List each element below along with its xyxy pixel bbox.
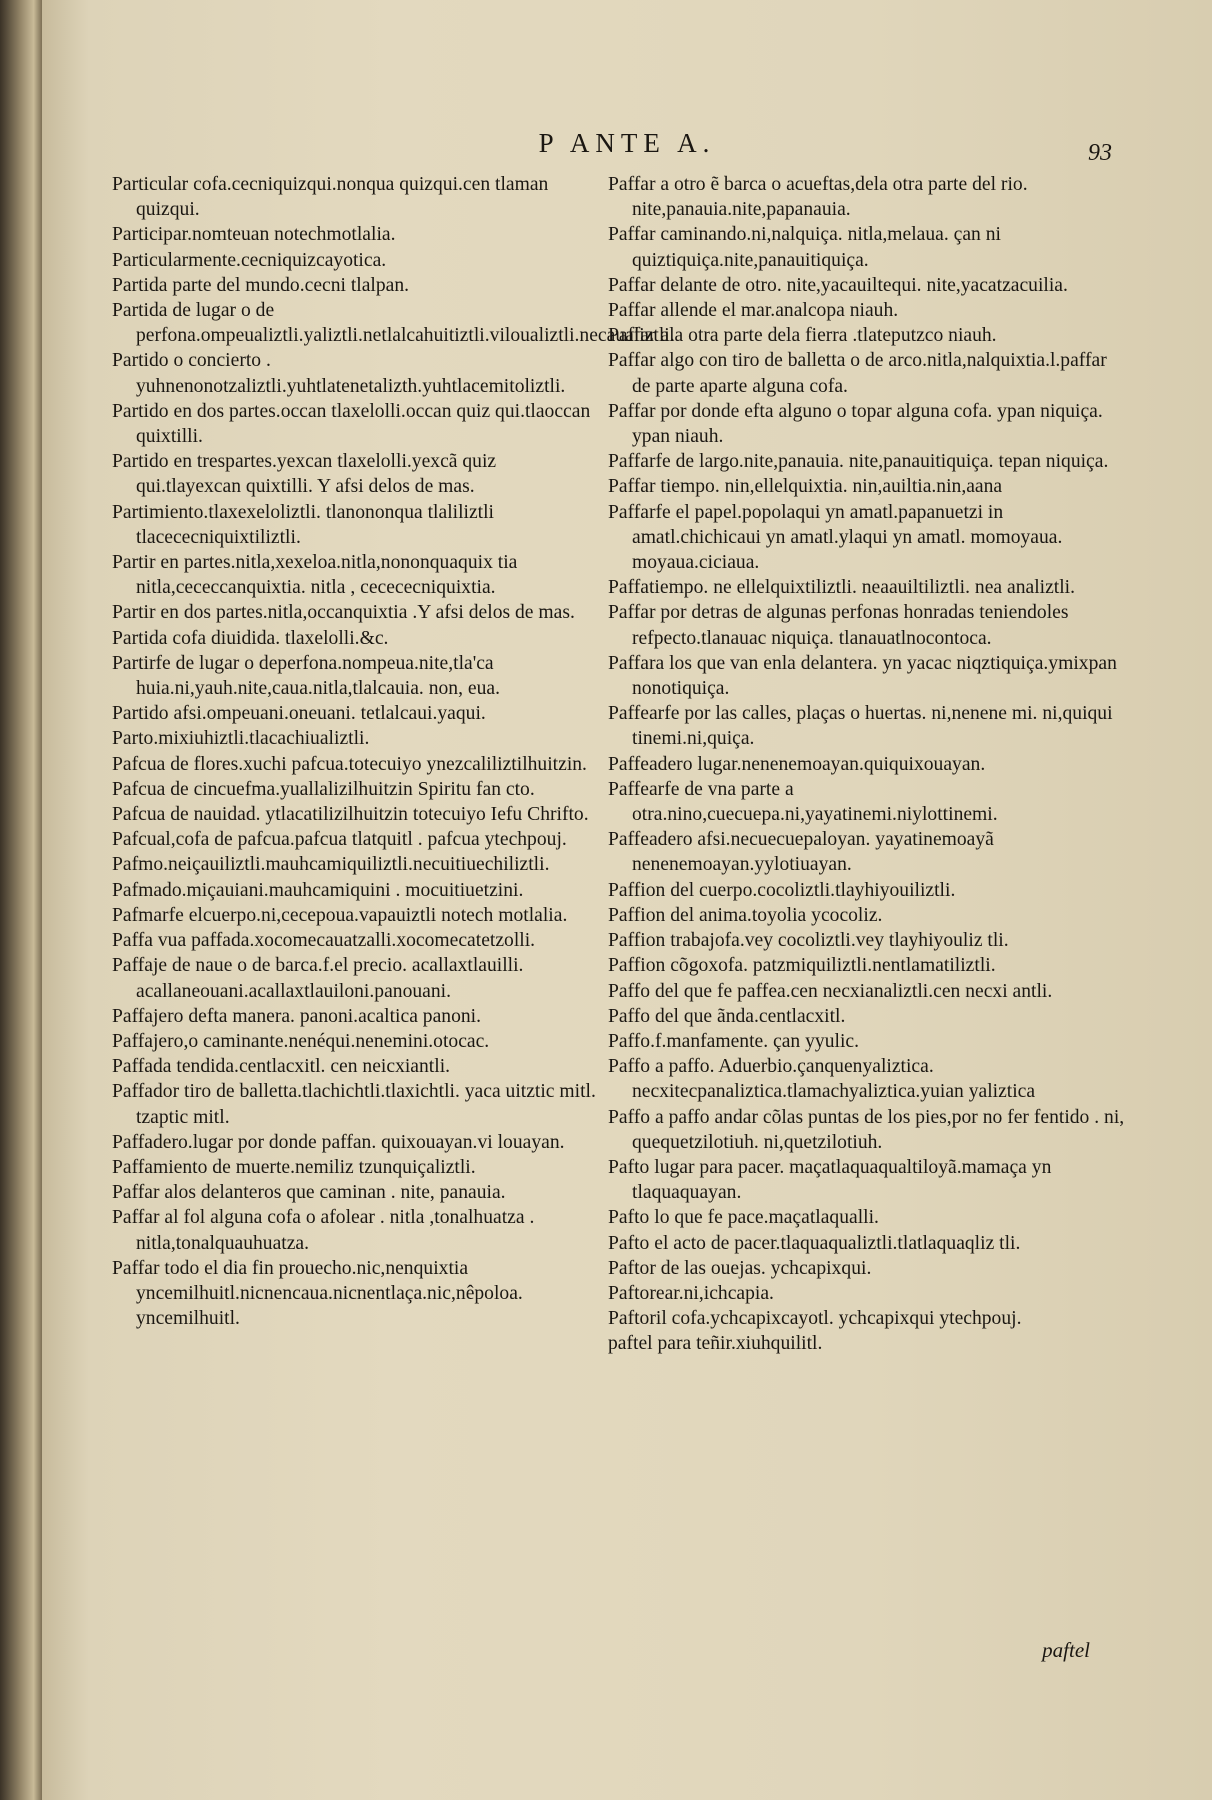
dictionary-entry: Partida parte del mundo.cecni tlalpan. — [112, 274, 410, 296]
dictionary-entry: Paffada tendida.centlacxitl. cen neicxiantli. — [112, 1056, 451, 1078]
dictionary-entry: Pafcual,cofa de pafcua.pafcua tlatquitl . pafcua ytechpouj. — [112, 829, 567, 851]
catchword: paftel — [1042, 1638, 1090, 1662]
previous-page-edge — [0, 0, 42, 1800]
dictionary-entry: Paffar algo con tiro de balletta o de arco.nitla,nalquixtia.l.paffar de parte aparte alguna cofa. — [608, 350, 1107, 397]
dictionary-entry: Paffatiempo. ne ellelquixtiliztli. neaauiltiliztli. nea analiztli. — [608, 577, 1076, 599]
page-number: 93 — [1088, 140, 1112, 166]
dictionary-entry: Paffajero defta manera. panoni.acaltica panoni. — [112, 1005, 482, 1027]
dictionary-entry: Partida de lugar o de perfona.ompeualiztli.yaliztli.netlalcahuitiztli.viloualiztli.necaualiztli. — [112, 300, 675, 347]
dictionary-entry: Pafto el acto de pacer.tlaquaqualiztli.tlatlaquaqliz tli. — [608, 1232, 1021, 1254]
dictionary-entry: Partida cofa diuidida. tlaxelolli.&c. — [112, 627, 389, 649]
left-column — [112, 172, 675, 1331]
dictionary-entry: Paffion del anima.toyolia ycocoliz. — [608, 904, 883, 926]
dictionary-entry: Particular cofa.cecniquizqui.nonqua quizqui.cen tlaman quizqui. — [112, 174, 549, 221]
book-page — [42, 0, 1212, 1800]
dictionary-entry: Partir en partes.nitla,xexeloa.nitla,nononquaquix tia nitla,cececcanquixtia. nitla , cecececniquixtia. — [112, 552, 518, 599]
dictionary-entry: Paffion cõgoxofa. patzmiquiliztli.nentlamatiliztli. — [608, 955, 996, 977]
dictionary-entry: Participar.nomteuan notechmotlalia. — [112, 224, 396, 246]
dictionary-entry: Paffar caminando.ni,nalquiça. nitla,melaua. çan ni quiztiquiça.nite,panauitiquiça. — [608, 224, 1001, 271]
dictionary-entry: Paffo.f.manfamente. çan yyulic. — [608, 1030, 859, 1052]
dictionary-entry: Paffeadero lugar.nenenemoayan.quiquixouayan. — [608, 753, 986, 775]
dictionary-entry: Partido en trespartes.yexcan tlaxelolli.yexcã quiz qui.tlayexcan quixtilli. Y afsi delos de mas. — [112, 451, 497, 498]
dictionary-entry: Paffar delante de otro. nite,yacauiltequi. nite,yacatzacuilia. — [608, 274, 1068, 296]
dictionary-entry: Paffar tiempo. nin,ellelquixtia. nin,auiltia.nin,aana — [608, 476, 1003, 498]
dictionary-entry: Parto.mixiuhiztli.tlacachiualiztli. — [112, 728, 370, 750]
dictionary-entry: Paftorear.ni,ichcapia. — [608, 1282, 774, 1304]
dictionary-entry: Paffa vua paffada.xocomecauatzalli.xocomecatetzolli. — [112, 930, 536, 952]
dictionary-entry: Partido o concierto . yuhnenonotzaliztli.yuhtlatenetalizth.yuhtlacemitoliztli. — [112, 350, 566, 397]
dictionary-entry: Paffo a paffo andar cõlas puntas de los pies,por no fer fentido . ni, quequetzilotiuh. ni,quetzilotiuh. — [608, 1106, 1125, 1153]
dictionary-entry: Paffadero.lugar por donde paffan. quixouayan.vi louayan. — [112, 1131, 565, 1153]
right-column — [608, 172, 1130, 1357]
dictionary-entry: Paffarfe el papel.popolaqui yn amatl.papanuetzi in amatl.chichicaui yn amatl.ylaqui yn amatl. momoyaua. moyaua.ciciaua. — [608, 501, 1063, 574]
dictionary-entry: Paffeadero afsi.necuecuepaloyan. yayatinemoayã nenenemoayan.yylotiuayan. — [608, 829, 994, 876]
dictionary-entry: Pafcua de flores.xuchi pafcua.totecuiyo ynezcaliliztilhuitzin. — [112, 753, 587, 775]
dictionary-entry: Paffarfe de largo.nite,panauia. nite,panauitiquiça. tepan niquiça. — [608, 451, 1109, 473]
dictionary-entry: Paftor de las ouejas. ychcapixqui. — [608, 1257, 872, 1279]
dictionary-entry: Paffador tiro de balletta.tlachichtli.tlaxichtli. yaca uitztic mitl. tzaptic mitl. — [112, 1081, 596, 1128]
dictionary-entry: Paffion trabajofa.vey cocoliztli.vey tlayhiyouliz tli. — [608, 930, 1009, 952]
dictionary-entry: Paffaje de naue o de barca.f.el precio. acallaxtlauilli. acallaneouani.acallaxtlauiloni.panouani. — [112, 955, 524, 1002]
dictionary-entry: Pafmarfe elcuerpo.ni,cecepoua.vapauiztli notech motlalia. — [112, 904, 568, 926]
dictionary-entry: Pafcua de nauidad. ytlacatilizilhuitzin totecuiyo Iefu Chrifto. — [112, 804, 589, 826]
dictionary-entry: Paffar ala otra parte dela fierra .tlateputzco niauh. — [608, 325, 997, 347]
dictionary-entry: Particularmente.cecniquizcayotica. — [112, 249, 387, 271]
dictionary-entry: Paffo del que fe paffea.cen necxianaliztli.cen necxi antli. — [608, 980, 1053, 1002]
dictionary-entry: Pafto lugar para pacer. maçatlaquaqualtiloyã.mamaça yn tlaquaquayan. — [608, 1156, 1052, 1204]
dictionary-entry: Paffearfe por las calles, plaças o huertas. ni,nenene mi. ni,quiqui tinemi.ni,quiça. — [608, 703, 1113, 750]
dictionary-entry: Partido en dos partes.occan tlaxelolli.occan quiz qui.tlaoccan quixtilli. — [112, 400, 591, 448]
running-header: P ANTE A. — [538, 128, 716, 158]
dictionary-entry: Pafmado.miçauiani.mauhcamiquini . mocuitiuetzini. — [112, 879, 524, 901]
dictionary-entry: Paffara los que van enla delantera. yn yacac niqztiquiça.ymixpan nonotiquiça. — [608, 652, 1117, 700]
dictionary-entry: Paftoril cofa.ychcapixcayotl. ychcapixqui ytechpouj. — [608, 1308, 1022, 1330]
dictionary-entry: Paffamiento de muerte.nemiliz tzunquiçaliztli. — [112, 1156, 476, 1178]
dictionary-entry: Partirfe de lugar o deperfona.nompeua.nite,tla'ca huia.ni,yauh.nite,caua.nitla,tlalcauia. non, eua. — [112, 652, 500, 700]
dictionary-entry: Paffo del que ãnda.centlacxitl. — [608, 1005, 846, 1027]
dictionary-entry: Partir en dos partes.nitla,occanquixtia .Y afsi delos de mas. — [112, 602, 575, 624]
dictionary-entry: Paffar allende el mar.analcopa niauh. — [608, 300, 899, 322]
dictionary-entry: Pafmo.neiçauiliztli.mauhcamiquiliztli.necuitiuechiliztli. — [112, 854, 550, 876]
dictionary-entry: Paffajero,o caminante.nenéqui.nenemini.otocac. — [112, 1030, 490, 1052]
dictionary-entry: Paffion del cuerpo.cocoliztli.tlayhiyouiliztli. — [608, 879, 956, 901]
dictionary-entry: Paffar todo el dia fin prouecho.nic,nenquixtia yncemilhuitl.nicnencaua.nicnentlaça.nic,nêpoloa. yncemilhuitl. — [112, 1257, 523, 1330]
dictionary-entry: paftel para teñir.xiuhquilitl. — [608, 1333, 823, 1355]
dictionary-entry: Paffar a otro ẽ barca o acueftas,dela otra parte del rio. nite,panauia.nite,papanauia. — [608, 174, 1028, 221]
dictionary-entry: Pafto lo que fe pace.maçatlaqualli. — [608, 1207, 879, 1229]
dictionary-entry: Partido afsi.ompeuani.oneuani. tetlalcaui.yaqui. — [112, 703, 486, 725]
dictionary-entry: Paffar por detras de algunas perfonas honradas teniendoles refpecto.tlanauac niquiça. tlanauatlnocontoca. — [608, 602, 1069, 649]
dictionary-entry: Paffar al fol alguna cofa o afolear . nitla ,tonalhuatza . nitla,tonalquauhuatza. — [112, 1207, 535, 1254]
dictionary-entry: Pafcua de cincuefma.yuallalizilhuitzin Spiritu fan cto. — [112, 778, 535, 800]
dictionary-entry: Paffar por donde efta alguno o topar alguna cofa. ypan niquiça. ypan niauh. — [608, 400, 1103, 448]
dictionary-entry: Paffo a paffo. Aduerbio.çanquenyaliztica. necxitecpanaliztica.tlamachyaliztica.yuian yaliztica — [608, 1056, 1036, 1103]
dictionary-entry: Paffar alos delanteros que caminan . nite, panauia. — [112, 1182, 506, 1204]
dictionary-entry: Paffearfe de vna parte a otra.nino,cuecuepa.ni,yayatinemi.niylottinemi. — [608, 778, 998, 826]
dictionary-entry: Partimiento.tlaxexeloliztli. tlanononqua tlaliliztli tlacececniquixtiliztli. — [112, 501, 494, 548]
